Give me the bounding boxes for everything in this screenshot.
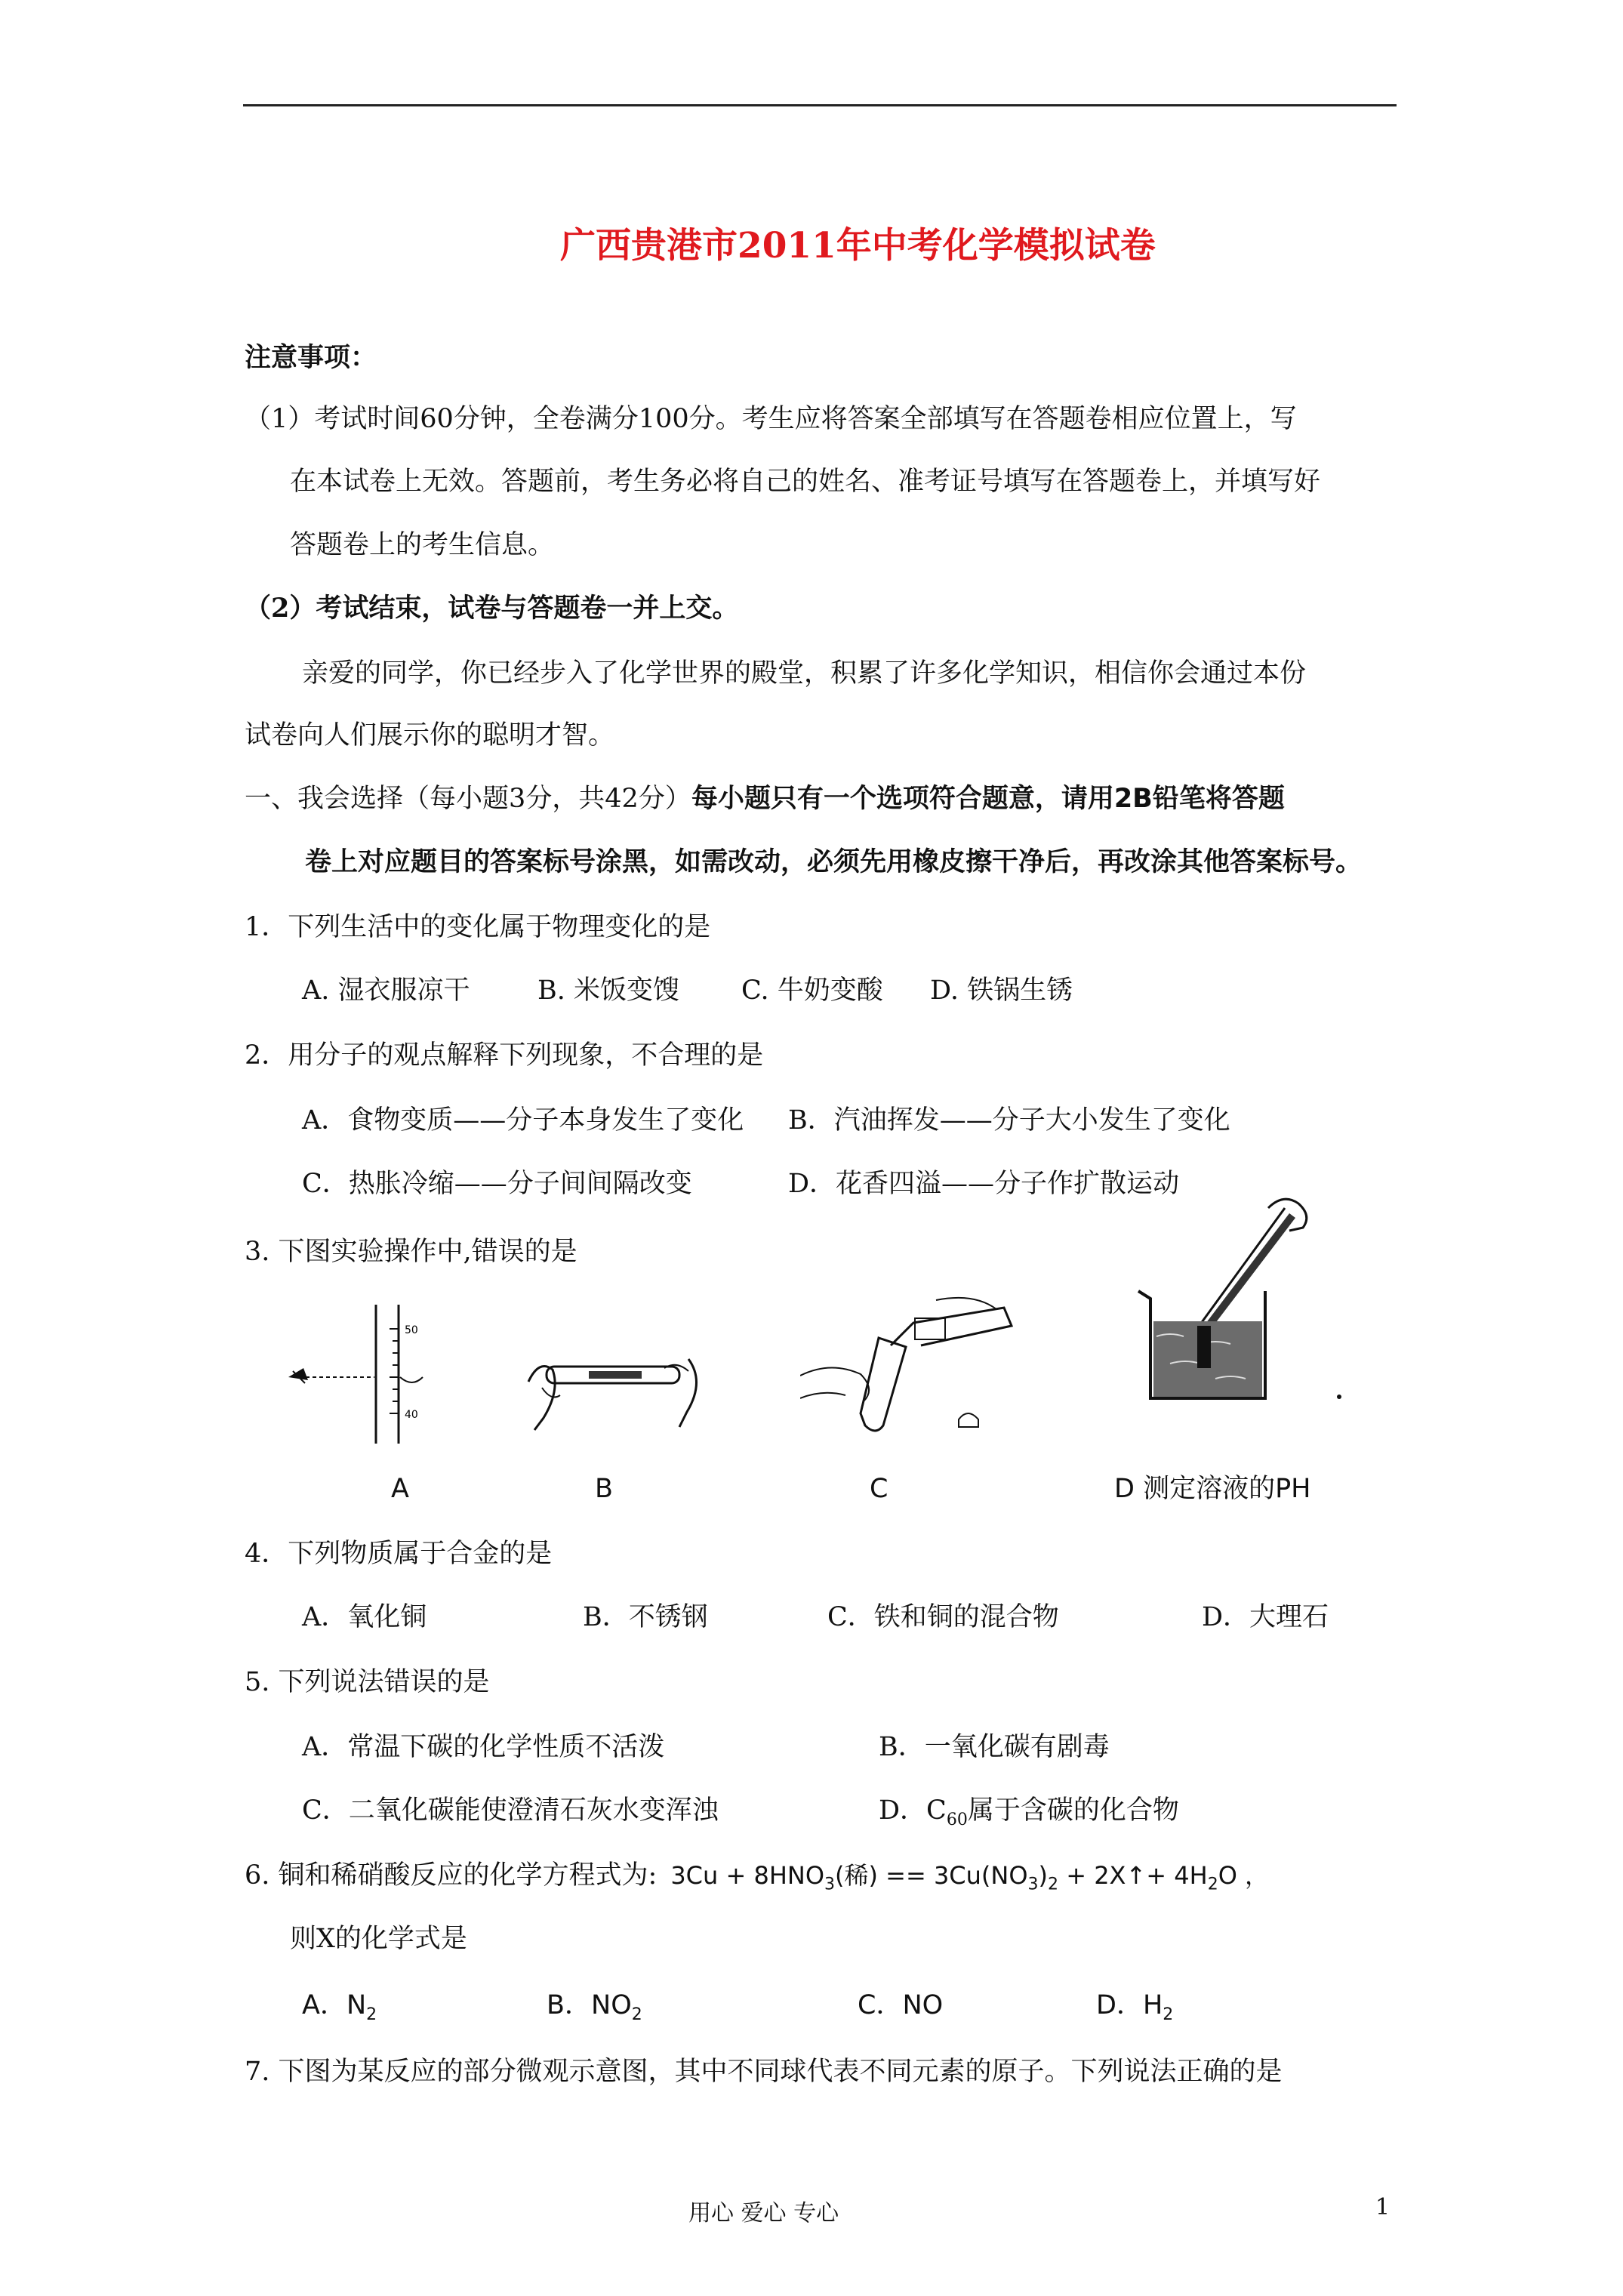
question-4-option-d: D．大理石 (1202, 1602, 1329, 1632)
section-1-title: 一、我会选择（每小题3分，共42分） (245, 784, 691, 814)
question-7-stem: 7. 下图为某反应的部分微观示意图，其中不同球代表不同元素的原子。下列说法正确的是 (245, 2057, 1283, 2087)
question-6-line-2: 则X的化学式是 (290, 1924, 467, 1954)
question-1-option-c: C. 牛奶变酸 (741, 975, 883, 1006)
question-5-stem: 5. 下列说法错误的是 (245, 1667, 490, 1697)
figure-label-c: C (870, 1474, 888, 1504)
question-2-option-b: B．汽油挥发——分子大小发生了变化 (788, 1105, 1230, 1136)
figure-label-a: A (391, 1474, 409, 1504)
notice-item-2: （2）考试结束，试卷与答题卷一并上交。 (245, 593, 739, 624)
figure-c-pouring (800, 1293, 1027, 1444)
question-1-option-d: D. 铁锅生锈 (930, 975, 1073, 1006)
question-4-option-b: B．不锈钢 (583, 1602, 708, 1632)
figure-a-cylinder-reading (285, 1299, 474, 1450)
question-5-option-c: C．二氧化碳能使澄清石灰水变浑浊 (302, 1795, 719, 1826)
question-2-option-a: A．食物变质——分子本身发生了变化 (302, 1105, 744, 1136)
cylinder-tick-40: 40 (405, 1409, 418, 1421)
intro-line-2: 试卷向人们展示你的聪明才智。 (245, 720, 615, 750)
question-2-option-c: C．热胀冷缩——分子间间隔改变 (302, 1169, 692, 1199)
cylinder-tick-50: 50 (405, 1324, 418, 1336)
question-3-stem: 3. 下图实验操作中,错误的是 (245, 1237, 577, 1267)
notice-item-1-line-1: （1）考试时间60分钟，全卷满分100分。考生应将答案全部填写在答题卷相应位置上，写 (245, 404, 1297, 434)
question-1-option-b: B. 米饭变馊 (537, 975, 679, 1006)
intro-line-1: 亲爱的同学，你已经步入了化学世界的殿堂，积累了许多化学知识，相信你会通过本份 (302, 658, 1307, 689)
question-1-stem: 1．下列生活中的变化属于物理变化的是 (245, 912, 711, 942)
question-5-option-a: A．常温下碳的化学性质不活泼 (302, 1732, 665, 1762)
section-1-instruction: 每小题只有一个选项符合题意，请用2B铅笔将答题 (691, 784, 1285, 814)
notice-item-1-line-2: 在本试卷上无效。答题前，考生务必将自己的姓名、准考证号填写在答题卷上，并填写好 (290, 467, 1321, 497)
question-4-stem: 4．下列物质属于合金的是 (245, 1539, 553, 1569)
question-5-option-b: B．一氧化碳有剧毒 (879, 1732, 1110, 1762)
header-rule (243, 104, 1397, 106)
question-6-option-a: A．$N_2$ (302, 1990, 377, 2024)
question-6-equation: $3Cu + 8HNO_3$(稀) == $3Cu(NO_3)_2$ + 2X↑+ $4H_2O$ ， (670, 1861, 1270, 1894)
section-1-instruction-cont: 卷上对应题目的答案标号涂黑，如需改动，必须先用橡皮擦干净后，再改涂其他答案标号。 (305, 847, 1363, 877)
page-title: 广西贵港市2011年中考化学模拟试卷 (560, 225, 1156, 267)
question-6-stem-text: 6. 铜和稀硝酸反应的化学方程式为: (245, 1860, 658, 1891)
question-4-option-c: C．铁和铜的混合物 (827, 1602, 1059, 1632)
page-number: 1 (1375, 2194, 1390, 2220)
figure-label-d: D 测定溶液的PH (1114, 1474, 1311, 1504)
section-1-heading (245, 782, 1285, 815)
question-6-option-b: B．$NO_2$ (547, 1990, 642, 2024)
question-2-stem: 2．用分子的观点解释下列现象，不合理的是 (245, 1040, 764, 1071)
question-5-option-d: D．$C_{60}$属于含碳的化合物 (879, 1795, 1179, 1829)
notice-heading: 注意事项： (245, 342, 377, 373)
question-6-stem (245, 1859, 1269, 1892)
figure-label-b: B (595, 1474, 614, 1504)
figure-d-ph-test (1117, 1185, 1389, 1419)
notice-item-1-line-3: 答题卷上的考生信息。 (290, 530, 555, 560)
footer-motto: 用心 爱心 专心 (688, 2200, 839, 2227)
figure-b-test-tube (521, 1329, 702, 1435)
question-6-option-c: C．NO (858, 1990, 944, 2020)
question-2-option-d: D．花香四溢——分子作扩散运动 (788, 1169, 1180, 1199)
question-1-option-a: A. 湿衣服凉干 (302, 975, 470, 1006)
question-4-option-a: A．氧化铜 (302, 1602, 427, 1632)
question-6-option-d: D．$H_2$ (1096, 1990, 1174, 2024)
